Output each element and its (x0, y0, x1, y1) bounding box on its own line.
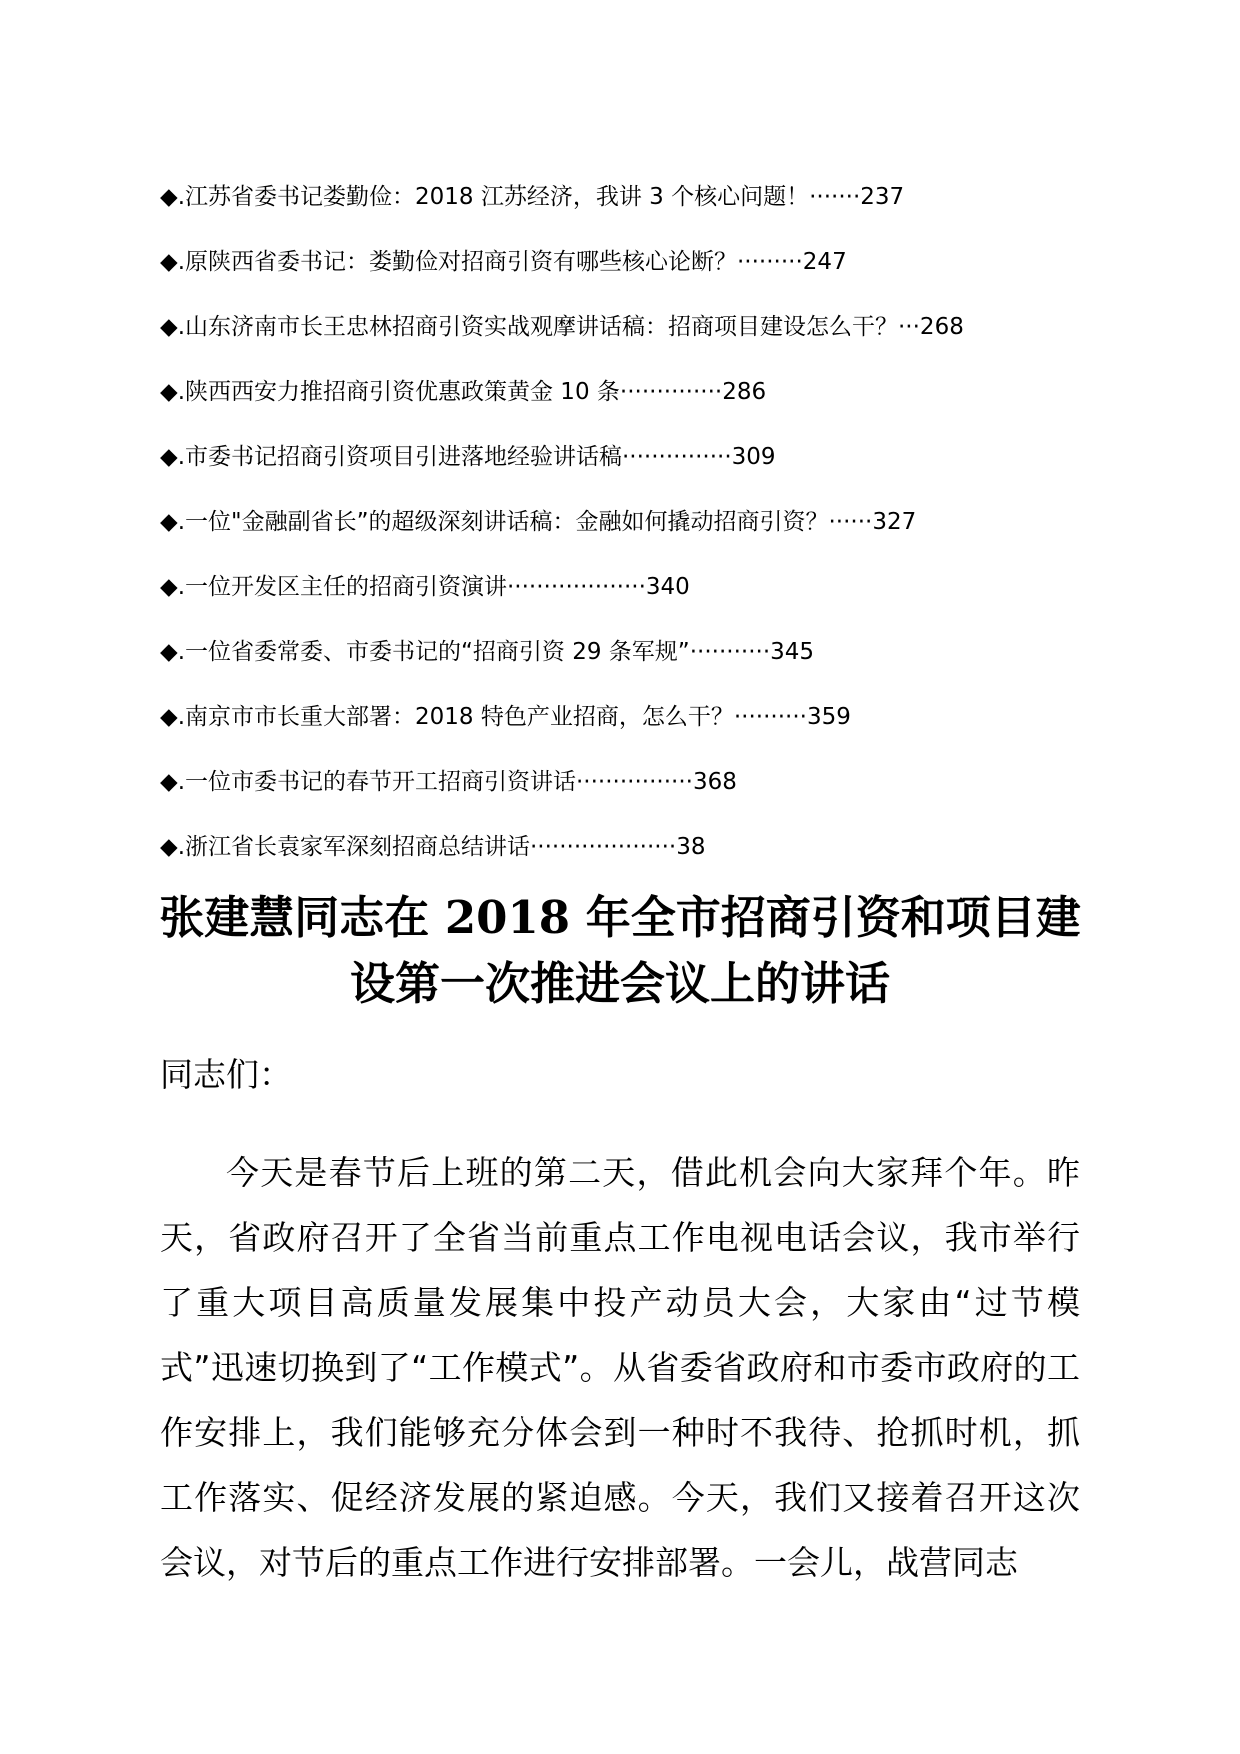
toc-entry[interactable]: ◆.原陕西省委书记：娄勤俭对招商引资有哪些核心论断？·········247 (160, 249, 847, 275)
toc-entry[interactable]: ◆.浙江省长袁家军深刻招商总结讲话····················38 (160, 834, 706, 860)
toc-entry[interactable]: ◆.南京市市长重大部署：2018 特色产业招商，怎么干？··········359 (160, 704, 851, 730)
toc-entry[interactable]: ◆.陕西西安力推招商引资优惠政策黄金 10 条··············286 (160, 379, 767, 405)
table-of-contents (160, 180, 1080, 895)
toc-entry[interactable]: ◆.山东济南市长王忠林招商引资实战观摩讲话稿：招商项目建设怎么干？···268 (160, 314, 964, 340)
body-paragraph: 今天是春节后上班的第二天，借此机会向大家拜个年。昨天，省政府召开了全省当前重点工作电视电话会议，我市举行了重大项目高质量发展集中投产动员大会，大家由“过节模式”迅速切换到了“工作模式”。从省委省政府和市委市政府的工作安排上，我们能够充分体会到一种时不我待、抢抓时机，抓工作落实、促经济发展的紧迫感。今天，我们又接着召开这次会议，对节后的重点工作进行安排部署。一会儿，战营同志 (160, 1153, 1080, 1582)
toc-entry[interactable]: ◆.一位市委书记的春节开工招商引资讲话················368 (160, 769, 737, 795)
document-title: 张建慧同志在 2018 年全市招商引资和项目建设第一次推进会议上的讲话 (159, 891, 1081, 1010)
toc-entry[interactable]: ◆.江苏省委书记娄勤俭：2018 江苏经济，我讲 3 个核心问题！·······237 (160, 184, 905, 210)
toc-entry[interactable]: ◆.一位省委常委、市委书记的“招商引资 29 条军规”···········345 (160, 639, 815, 665)
toc-entry[interactable]: ◆.一位开发区主任的招商引资演讲···················340 (160, 574, 690, 600)
salutation: 同志们： (160, 1055, 292, 1094)
toc-entry[interactable]: ◆.市委书记招商引资项目引进落地经验讲话稿···············309 (160, 444, 776, 470)
toc-entry[interactable]: ◆.一位"金融副省长”的超级深刻讲话稿：金融如何撬动招商引资？······327 (160, 509, 917, 535)
